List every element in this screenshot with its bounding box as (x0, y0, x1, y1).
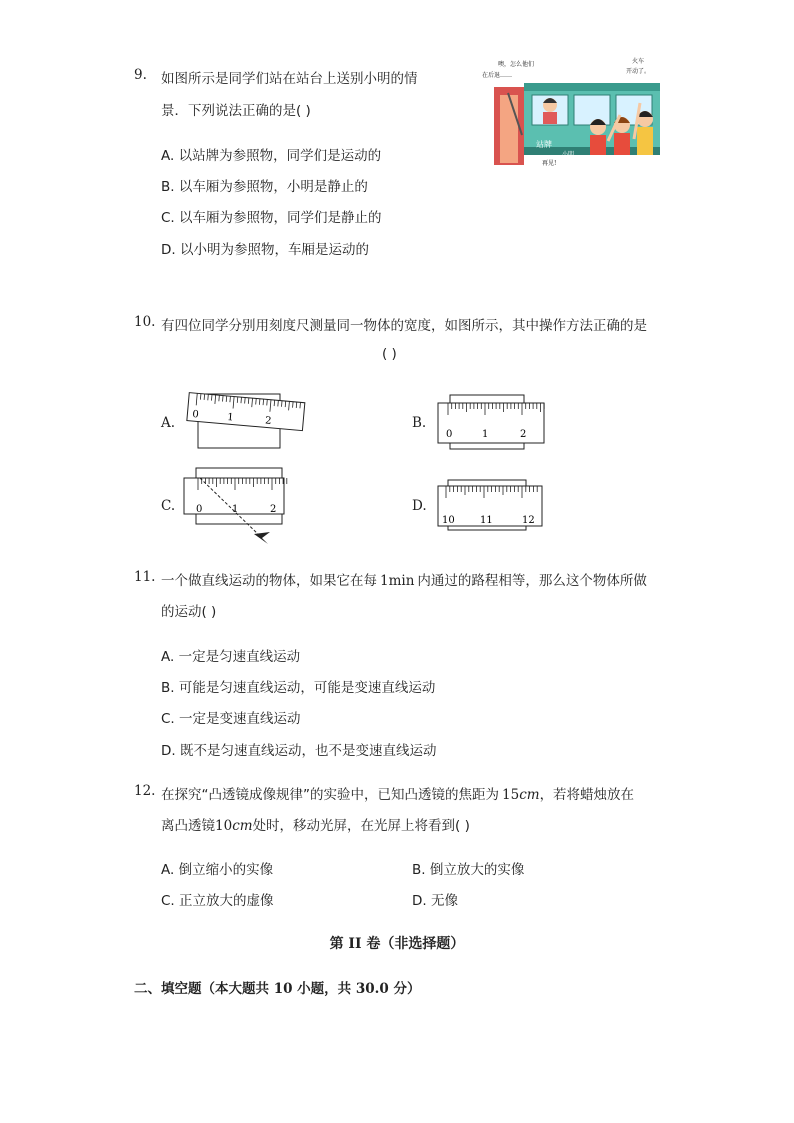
speech-right-line2: 开动了。 (626, 68, 651, 75)
ruler-tick (208, 394, 209, 400)
option-c: C. 正立放大的虚像 (161, 893, 274, 909)
question-number: 9. (134, 67, 147, 83)
ruler-tick (259, 399, 260, 405)
question-stem-line2: 的运动( ) (161, 604, 217, 620)
option-c: C. 以车厢为参照物，同学们是静止的 (161, 210, 382, 226)
question-stem-part3: 离凸透镜 (161, 818, 215, 834)
question-stem-line1: 如图所示是同学们站在站台上送别小明的情 (161, 71, 418, 87)
tick-label-2: 2 (270, 504, 277, 515)
ruler-tick (200, 394, 201, 400)
focal-length-value: 15 (502, 787, 520, 803)
option-b: B. 以车厢为参照物，小明是静止的 (161, 179, 368, 195)
question-stem-part2: 内通过的路程相等，那么这个物体所做 (417, 573, 647, 589)
figure-d-letter: D. (412, 498, 427, 514)
eye-icon (254, 532, 270, 544)
tick-label-10: 10 (442, 515, 455, 526)
ruler-tick (248, 398, 249, 404)
option-a: A. 以站牌为参照物，同学们是运动的 (161, 148, 382, 164)
option-b: B. 可能是匀速直线运动，可能是变速直线运动 (161, 680, 436, 696)
question-stem-line2: 景．下列说法正确的是( ) (161, 103, 311, 119)
ruler-figure-c (180, 466, 290, 548)
ruler-tick (237, 397, 238, 403)
tick-label-2: 2 (520, 429, 527, 440)
ruler-tick (230, 396, 231, 402)
tick-label-1: 1 (482, 429, 489, 440)
question-stem-part4: 处时，移动光屏，在光屏上将看到( ) (252, 818, 470, 834)
ruler-figure-a (180, 388, 310, 450)
question-stem-part1: 一个做直线运动的物体，如果它在每 (161, 573, 377, 589)
tick-label-0: 0 (446, 429, 453, 440)
ruler-tick (274, 400, 275, 406)
option-d: D. 无像 (412, 893, 458, 909)
option-b: B. 倒立放大的实像 (412, 862, 525, 878)
tick-label-1: 1 (232, 504, 239, 515)
ruler-tick (278, 400, 279, 406)
question-number: 12. (134, 783, 156, 799)
question-stem-line1: 有四位同学分别用刻度尺测量同一物体的宽度，如图所示，其中操作方法正确的是 (161, 318, 647, 334)
tick-label-11: 11 (480, 515, 493, 526)
figure-a-letter: A. (161, 415, 176, 431)
ruler-tick (256, 398, 257, 404)
ruler-tick (245, 398, 246, 404)
option-a: A. 一定是匀速直线运动 (161, 649, 301, 665)
ruler-tick (293, 402, 294, 408)
focal-length-unit: cm (519, 787, 540, 803)
question-stem-part1: 在探究“凸透镜成像规律”的实验中，已知凸透镜的焦距为 (161, 787, 499, 803)
ruler-tick (285, 401, 286, 407)
distance-value: 10 (215, 818, 233, 834)
ruler-tick (296, 402, 297, 408)
ruler-tick (241, 397, 242, 403)
tick-label-0: 0 (196, 504, 203, 515)
ruler-tick (223, 396, 224, 402)
ruler-tick (204, 394, 205, 400)
speech-right-line1: 火车 (632, 58, 645, 65)
ruler-tick (263, 399, 264, 405)
option-d: D. 既不是匀速直线运动，也不是变速直线运动 (161, 743, 437, 759)
section-title: 第 II 卷（非选择题） (329, 936, 465, 952)
tick-label-12: 12 (522, 515, 535, 526)
sign-label: 站牌 (536, 140, 552, 149)
ruler-tick (267, 399, 268, 405)
question-stem-part2: ，若将蜡烛放在 (539, 787, 635, 803)
ruler-tick (219, 395, 220, 401)
ruler-tick (300, 402, 301, 408)
option-d: D. 以小明为参照物，车厢是运动的 (161, 242, 369, 258)
tick-label-1: 1 (226, 412, 235, 424)
ruler-tick (282, 401, 283, 407)
ruler-figure-b (436, 393, 546, 451)
question-stem-line2: ( ) (382, 346, 397, 362)
part-heading: 二、填空题（本大题共 10 小题，共 30.0 分） (134, 981, 421, 997)
time-unit: 1min (380, 573, 415, 589)
tick-label-0: 0 (191, 409, 200, 421)
xiaoming-label: 小明 (562, 151, 575, 158)
question-number: 10. (134, 314, 156, 330)
option-c: C. 一定是变速直线运动 (161, 711, 301, 727)
tick-label-2: 2 (264, 415, 272, 427)
distance-unit: cm (232, 818, 253, 834)
ruler-tick (226, 396, 227, 402)
speech-left-line2: 在后退…… (482, 72, 513, 79)
ruler-figure-d (436, 478, 546, 532)
figure-c-letter: C. (161, 498, 176, 514)
figure-b-letter: B. (412, 415, 427, 431)
question-number: 11. (134, 569, 156, 585)
ruler-tick (211, 395, 212, 401)
option-a: A. 倒立缩小的实像 (161, 862, 274, 878)
goodbye-label: 再见! (542, 160, 557, 167)
platform-farewell-illustration (480, 55, 662, 167)
speech-left-line1: 噢，怎么他们 (498, 61, 535, 68)
